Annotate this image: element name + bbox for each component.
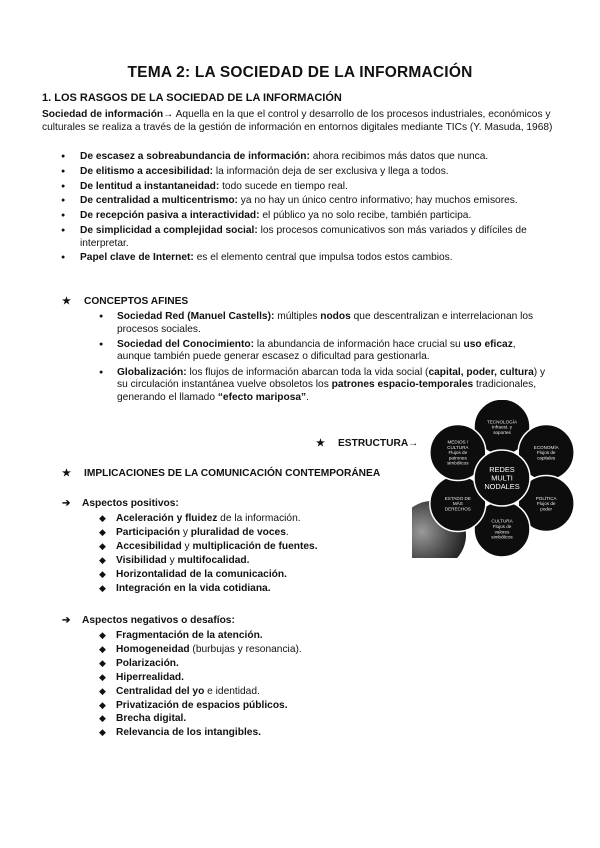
intro-arrow: → bbox=[163, 109, 174, 120]
list-item bbox=[42, 582, 422, 596]
node-label-line: poder bbox=[540, 506, 553, 512]
node-label-line: Infraest. y bbox=[491, 424, 513, 430]
conceptos-list bbox=[42, 311, 552, 407]
implicaciones-heading-text: IMPLICACIONES DE LA COMUNICACIÓN CONTEMPORÁNEA bbox=[84, 468, 381, 479]
text-part: y bbox=[166, 554, 178, 566]
text-part: la abundancia de información hace crucial su bbox=[253, 338, 464, 350]
conceptos-heading bbox=[62, 296, 188, 307]
list-item bbox=[42, 151, 562, 164]
text-part: Fragmentación de la atención. bbox=[116, 630, 263, 641]
node-label-line: TECNOLOGÍA bbox=[486, 419, 518, 425]
negativos-heading bbox=[62, 615, 235, 626]
node-label-line: valores bbox=[494, 529, 510, 535]
text-part: Polarización. bbox=[116, 657, 179, 669]
node-label-line: ESTADO DE bbox=[444, 495, 471, 501]
text-part: Participación bbox=[116, 526, 180, 538]
list-item bbox=[42, 181, 562, 194]
arrow-right-icon: ➔ bbox=[62, 498, 71, 509]
list-item bbox=[42, 166, 562, 179]
list-item bbox=[42, 210, 562, 223]
item-term: De lentitud a instantaneidad: bbox=[80, 180, 220, 192]
text-part: uso eficaz bbox=[463, 338, 513, 350]
section-heading: 1. LOS RASGOS DE LA SOCIEDAD DE LA INFORMACIÓN bbox=[42, 92, 342, 104]
negativos-list bbox=[42, 629, 422, 740]
list-item bbox=[42, 712, 422, 726]
item-text: ahora recibimos más datos que nunca. bbox=[309, 151, 489, 162]
text-part: Integración en la vida cotidiana. bbox=[116, 582, 271, 594]
text-part: Sociedad del Conocimiento: bbox=[117, 338, 254, 350]
item-term: De elitismo a accesibilidad: bbox=[80, 165, 214, 177]
intro-term: Sociedad de información bbox=[42, 109, 164, 120]
text-part: Sociedad Red (Manuel Castells): bbox=[117, 311, 275, 322]
text-part: nodos bbox=[320, 311, 351, 322]
list-item bbox=[42, 554, 422, 568]
text-part: Hiperrealidad. bbox=[116, 671, 184, 683]
node-label-line: Flujos de bbox=[492, 523, 512, 529]
item-text: todo sucede en tiempo real. bbox=[219, 180, 348, 192]
node-label-line: simbólicos bbox=[447, 460, 469, 466]
text-part: . bbox=[306, 391, 309, 403]
text-part: (burbujas y resonancia). bbox=[189, 643, 302, 655]
positivos-heading bbox=[62, 498, 179, 509]
intro-text: Aquella en la que el control y desarrollo de los procesos industriales, económicos y culturales se realiza a través de la gestión de información en entornos digitales mediante TICs (Y. Masuda, 1968) bbox=[42, 109, 553, 133]
star-icon: ★ bbox=[62, 296, 72, 307]
item-text: el público ya no solo recibe, también participa. bbox=[259, 210, 472, 222]
item-term: De centralidad a multicentrismo: bbox=[80, 195, 238, 207]
list-item bbox=[42, 225, 562, 250]
text-part: Homogeneidad bbox=[116, 643, 190, 655]
text-part: patrones espacio-temporales bbox=[331, 379, 474, 391]
list-item bbox=[42, 685, 422, 699]
node-label-line: Flujos de bbox=[536, 450, 556, 456]
node-label-line: CULTURA bbox=[447, 444, 469, 450]
text-part: que descentralizan e interrelacionan los procesos sociales. bbox=[117, 311, 534, 335]
item-text: la información deja de ser exclusiva y llega a todos. bbox=[213, 165, 449, 177]
node-label-line: Flujos de bbox=[536, 501, 556, 507]
arrow-right-icon: ➔ bbox=[62, 615, 71, 626]
text-part: Globalización: bbox=[117, 366, 187, 378]
text-part: Brecha digital. bbox=[116, 713, 187, 725]
positivos-list bbox=[42, 512, 422, 595]
text-part: , aunque también puede generar escasez o dificultad para gestionarla. bbox=[117, 338, 516, 363]
text-part: . bbox=[285, 526, 289, 538]
text-part: pluralidad de voces bbox=[190, 526, 286, 538]
text-part: e identidad. bbox=[204, 685, 260, 697]
node-label bbox=[447, 440, 469, 466]
list-item bbox=[42, 526, 422, 540]
list-item bbox=[42, 311, 552, 336]
list-item bbox=[42, 512, 422, 526]
conceptos-heading-text: CONCEPTOS AFINES bbox=[84, 296, 189, 307]
list-item bbox=[42, 699, 422, 713]
node-label-line: MÁS bbox=[452, 501, 463, 507]
item-term: De escasez a sobreabundancia de información: bbox=[80, 151, 310, 162]
redes-multinodales-diagram bbox=[412, 400, 584, 558]
negativos-heading-text: Aspectos negativos o desafíos: bbox=[82, 615, 235, 626]
node-label-line: capitales bbox=[537, 455, 556, 461]
node-label-line: REDES bbox=[489, 465, 515, 475]
item-text: es el elemento central que impulsa todos estos cambios. bbox=[193, 252, 453, 264]
rasgos-list bbox=[42, 151, 562, 267]
positivos-heading-text: Aspectos positivos: bbox=[82, 498, 179, 509]
text-part: capital, poder, cultura bbox=[428, 366, 534, 378]
node-label-line: POLÍTICA bbox=[535, 495, 557, 501]
text-part: Visibilidad bbox=[116, 554, 167, 566]
item-text: ya no hay un único centro informativo; hay muchos emisores. bbox=[237, 195, 518, 207]
node-label-line: ECONOMÍA bbox=[533, 444, 559, 450]
estructura-label: ESTRUCTURA→ bbox=[338, 438, 419, 449]
node-label-line: CULTURA bbox=[491, 518, 513, 524]
list-item bbox=[42, 726, 422, 740]
list-item bbox=[42, 568, 422, 582]
text-part: multiplicación de fuentes. bbox=[192, 540, 318, 552]
list-item bbox=[42, 367, 552, 405]
node-label-line: simbólicos bbox=[491, 534, 513, 540]
star-icon: ★ bbox=[62, 468, 72, 479]
text-part: multifocalidad. bbox=[177, 554, 250, 566]
node-label-line: soportes bbox=[493, 429, 511, 435]
item-term: Papel clave de Internet: bbox=[80, 252, 194, 264]
text-part: de la información. bbox=[217, 513, 301, 524]
list-item bbox=[42, 629, 422, 643]
list-item bbox=[42, 643, 422, 657]
text-part: los flujos de información abarcan toda la vida social ( bbox=[186, 366, 429, 378]
node-label-line: Flujos de bbox=[448, 450, 468, 456]
text-part: Centralidad del yo bbox=[116, 685, 205, 697]
item-term: De simplicidad a complejidad social: bbox=[80, 224, 258, 236]
list-item bbox=[42, 195, 562, 208]
list-item bbox=[42, 339, 552, 364]
text-part: Accesibilidad bbox=[116, 540, 182, 552]
text-part: ) y su circulación instantánea vuelve obsoletos los bbox=[117, 366, 546, 391]
text-part: “efecto mariposa” bbox=[217, 391, 307, 403]
text-part: tradicionales, generando el llamado bbox=[117, 379, 537, 403]
text-part: Horizontalidad de la comunicación. bbox=[116, 568, 287, 580]
text-part: Aceleración y fluidez bbox=[116, 513, 218, 524]
text-part: múltiples bbox=[274, 311, 321, 322]
list-item bbox=[42, 657, 422, 671]
implicaciones-heading bbox=[62, 468, 380, 479]
node-label-line: DERECHOS bbox=[444, 506, 471, 512]
list-item bbox=[42, 540, 422, 554]
node-label-line: MEDIOS / bbox=[447, 439, 469, 445]
text-part: Privatización de espacios públicos. bbox=[116, 699, 288, 711]
estructura-heading bbox=[316, 438, 418, 449]
node-label-line: MULTI bbox=[491, 473, 513, 483]
node-label-line: NODALES bbox=[484, 482, 520, 492]
item-text: los procesos comunicativos son más variados y difíciles de interpretar. bbox=[80, 224, 527, 249]
star-icon: ★ bbox=[316, 438, 326, 449]
page-title: TEMA 2: LA SOCIEDAD DE LA INFORMACIÓN bbox=[127, 64, 473, 81]
text-part: y bbox=[179, 526, 191, 538]
intro-paragraph bbox=[42, 109, 562, 134]
node-label-line: patrones bbox=[448, 455, 467, 461]
text-part: y bbox=[181, 540, 193, 552]
list-item bbox=[42, 671, 422, 685]
item-term: De recepción pasiva a interactividad: bbox=[80, 210, 260, 222]
list-item bbox=[42, 252, 562, 265]
text-part: Relevancia de los intangibles. bbox=[116, 727, 261, 739]
